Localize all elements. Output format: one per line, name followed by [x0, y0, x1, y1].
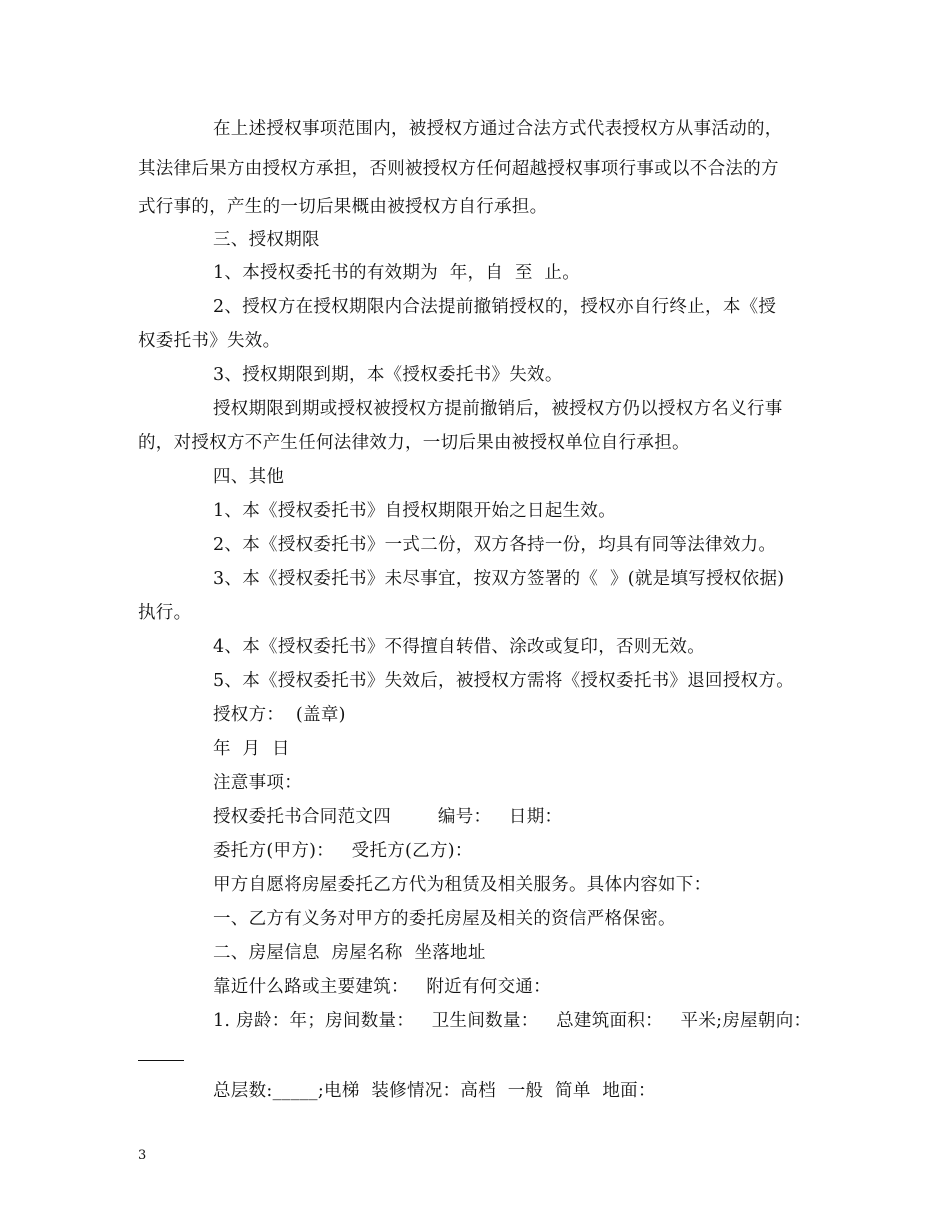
paragraph-line: 执行。 — [138, 603, 192, 623]
paragraph-line: 二、房屋信息 房屋名称 坐落地址 — [213, 943, 486, 963]
paragraph-line: 年 月 日 — [213, 739, 290, 759]
paragraph-line: 一、乙方有义务对甲方的委托房屋及相关的资信严格保密。 — [213, 909, 676, 929]
paragraph-line: 3、本《授权委托书》未尽事宜，按双方签署的《 》(就是填写授权依据) — [213, 569, 785, 589]
paragraph-line: 授权方： (盖章) — [213, 705, 346, 725]
paragraph-line: 授权委托书合同范文四 编号： 日期： — [213, 807, 563, 827]
paragraph-line: 委托方(甲方)： 受托方(乙方)： — [213, 841, 473, 861]
section-heading: 三、授权期限 — [213, 230, 320, 250]
paragraph-line: 总层数:_____;电梯 装修情况：高档 一般 简单 地面： — [213, 1081, 656, 1101]
paragraph-line: 式行事的，产生的一切后果概由被授权方自行承担。 — [138, 197, 548, 217]
paragraph-line: 的，对授权方不产生任何法律效力，一切后果由被授权单位自行承担。 — [138, 433, 690, 453]
paragraph-line: 其法律后果方由授权方承担，否则被授权方任何超越授权事项行事或以不合法的方 — [138, 159, 779, 179]
paragraph-line: 在上述授权事项范围内，被授权方通过合法方式代表授权方从事活动的， — [213, 119, 783, 139]
section-heading: 四、其他 — [213, 467, 285, 487]
paragraph-line: 1、本《授权委托书》自授权期限开始之日起生效。 — [213, 501, 617, 521]
paragraph-line: 3、授权期限到期，本《授权委托书》失效。 — [213, 365, 563, 385]
paragraph-line: 权委托书》失效。 — [138, 331, 281, 351]
paragraph-line: 2、本《授权委托书》一式二份，双方各持一份，均具有同等法律效力。 — [213, 535, 777, 555]
paragraph-line: 1. 房龄：年；房间数量： 卫生间数量： 总建筑面积： 平米;房屋朝向： — [213, 1011, 812, 1031]
paragraph-line: 靠近什么路或主要建筑： 附近有何交通： — [213, 977, 551, 997]
paragraph-line: 注意事项： — [213, 773, 302, 793]
paragraph-line: 授权期限到期或授权被授权方提前撤销后，被授权方仍以授权方名义行事 — [213, 399, 783, 419]
paragraph-line: 2、授权方在授权期限内合法提前撤销授权的，授权亦自行终止，本《授 — [213, 297, 777, 317]
blank-underline — [138, 1060, 184, 1061]
paragraph-line: 5、本《授权委托书》失效后，被授权方需将《授权委托书》退回授权方。 — [213, 671, 795, 691]
paragraph-line: 甲方自愿将房屋委托乙方代为租赁及相关服务。具体内容如下： — [213, 875, 712, 895]
paragraph-line: 1、本授权委托书的有效期为 年，自 至 止。 — [213, 263, 581, 283]
page-number: 3 — [138, 1148, 147, 1163]
paragraph-line: 4、本《授权委托书》不得擅自转借、涂改或复印，否则无效。 — [213, 637, 706, 657]
